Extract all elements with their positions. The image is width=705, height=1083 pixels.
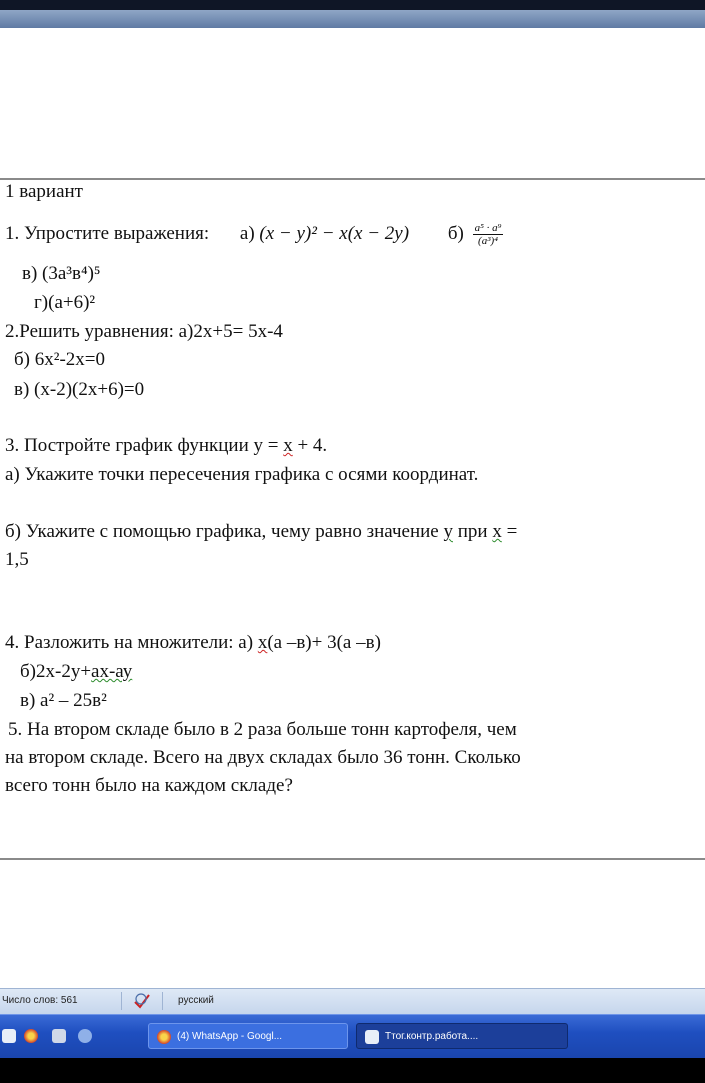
task1-a-expression: (x − y)² − x(x − 2y) xyxy=(259,223,410,244)
taskbar-item-whatsapp[interactable] xyxy=(148,1023,348,1049)
taskbar-item-label: (4) WhatsApp - Googl... xyxy=(177,1031,283,1042)
task1-v: в) (3a³в⁴)⁵ xyxy=(22,263,101,284)
taskbar-item-word-document[interactable] xyxy=(356,1023,568,1049)
window-icon[interactable] xyxy=(52,1029,66,1043)
task1-g-expression: (а+6)² xyxy=(48,292,96,313)
status-bar xyxy=(0,988,705,1015)
task2-v: в) (х-2)(2х+6)=0 xyxy=(14,379,145,400)
task3-b-value: 1,5 xyxy=(5,549,29,570)
task1-title: 1. Упростите выражения: xyxy=(5,223,210,244)
task4-b-text: б)2х-2у+ xyxy=(20,661,92,682)
task1-b-fraction xyxy=(473,222,504,247)
task4-text-end: (а –в)+ 3(а –в) xyxy=(267,632,381,653)
window-top-edge xyxy=(0,0,705,10)
task5-line2: на втором складе. Всего на двух складах было 36 тонн. Сколько xyxy=(5,747,521,768)
task3-a: а) Укажите точки пересечения графика с осями координат. xyxy=(5,464,479,485)
variant-title: 1 вариант xyxy=(5,181,83,202)
task3-b-y: у xyxy=(443,521,453,542)
task4-b-squiggle: ах-ау xyxy=(91,661,133,682)
task4-line xyxy=(5,631,381,655)
show-desktop-icon[interactable] xyxy=(2,1029,16,1043)
word-icon xyxy=(365,1030,379,1044)
ribbon-edge xyxy=(0,10,705,29)
explorer-icon[interactable] xyxy=(78,1029,92,1043)
spellcheck-icon[interactable] xyxy=(132,992,152,1013)
task3-b-x: х xyxy=(492,521,502,542)
table-top-border xyxy=(0,178,705,180)
document-page[interactable] xyxy=(0,28,705,988)
word-count[interactable]: Число слов: 561 xyxy=(2,995,78,1006)
table-bottom-border xyxy=(0,858,705,860)
task3-line xyxy=(5,434,327,458)
task4-b xyxy=(20,660,132,684)
screen-bottom-edge xyxy=(0,1058,705,1083)
task4-v: в) а² – 25в² xyxy=(20,690,107,711)
task1-line xyxy=(5,222,503,247)
task3-b xyxy=(5,520,517,544)
task4-x: х xyxy=(257,632,268,653)
task1-b-label: б) xyxy=(447,223,464,244)
browser-icon xyxy=(157,1030,171,1044)
fraction-numerator: a⁵ · a⁹ xyxy=(474,222,502,235)
task2-line: 2.Решить уравнения: а)2х+5= 5х-4 xyxy=(5,321,283,342)
task3-b-text: б) Укажите с помощью графика, чему равно значение xyxy=(5,521,444,542)
task1-g xyxy=(34,291,95,315)
browser-icon[interactable] xyxy=(24,1029,38,1043)
taskbar-item-label: Ттог.контр.работа.... xyxy=(385,1031,479,1042)
task5-line3: всего тонн было на каждом складе? xyxy=(5,775,293,796)
status-separator xyxy=(121,992,122,1010)
task2-b: б) 6х²-2х=0 xyxy=(14,349,105,370)
status-separator xyxy=(162,992,163,1010)
language-indicator[interactable]: русский xyxy=(178,995,214,1006)
task3-x: х xyxy=(283,435,293,456)
task3-text: 3. Постройте график функции у = xyxy=(5,435,284,456)
task1-a-label: а) xyxy=(239,223,255,244)
task3-text-end: + 4. xyxy=(292,435,328,456)
task3-b-mid: при xyxy=(452,521,493,542)
task4-text: 4. Разложить на множители: а) xyxy=(5,632,258,653)
task5-line1: 5. На втором складе было в 2 раза больше тонн картофеля, чем xyxy=(8,719,517,740)
taskbar xyxy=(0,1014,705,1059)
fraction-denominator: (a³)⁴ xyxy=(478,235,498,248)
task1-g-label: г) xyxy=(34,292,49,313)
task3-b-end: = xyxy=(501,521,518,542)
